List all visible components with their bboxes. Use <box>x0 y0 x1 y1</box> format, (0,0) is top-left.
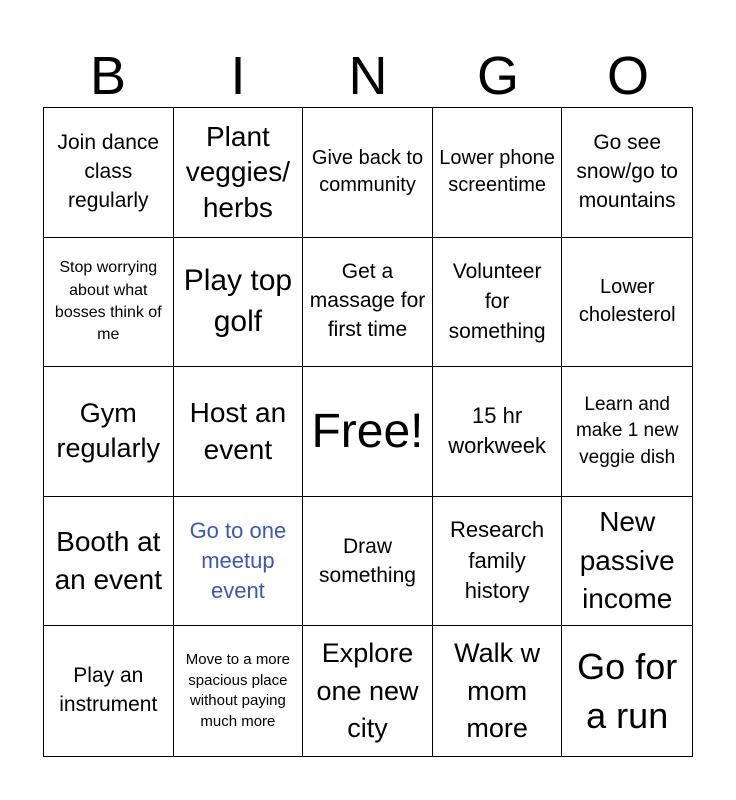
bingo-cell[interactable] <box>303 108 433 238</box>
bingo-cell-text: Lower cholesterol <box>578 276 676 326</box>
bingo-cell-text: Learn and make 1 new veggie dish <box>575 394 679 468</box>
bingo-cell[interactable] <box>433 238 563 368</box>
bingo-cell-text: Go see snow/go to mountains <box>576 130 678 212</box>
bingo-cell[interactable] <box>562 497 692 627</box>
bingo-cell-text: Stop worrying about what bosses think of me <box>54 259 162 344</box>
bingo-cell-text: Play top golf <box>183 264 293 338</box>
bingo-cell-text: Get a massage for first time <box>309 260 426 342</box>
bingo-cell-text: New passive income <box>579 506 675 615</box>
bingo-cell[interactable] <box>562 626 692 756</box>
bingo-cell[interactable] <box>44 238 174 368</box>
bingo-cell-text: Research family history <box>450 516 545 604</box>
bingo-cell[interactable] <box>44 626 174 756</box>
bingo-cell-text: Host an event <box>189 396 287 466</box>
bingo-cell-text: Move to a more spacious place without paying much more <box>185 650 290 730</box>
bingo-cell[interactable] <box>562 238 692 368</box>
bingo-cell-text: Go for a run <box>577 645 678 737</box>
bingo-cell[interactable] <box>303 497 433 627</box>
bingo-cell-text: Lower phone screentime <box>439 146 555 197</box>
header-letter-i: I <box>230 46 246 106</box>
free-space-text: Free! <box>311 404 424 458</box>
bingo-cell-text: Play an instrument <box>59 664 158 717</box>
bingo-cell[interactable] <box>562 108 692 238</box>
bingo-cell[interactable] <box>44 367 174 497</box>
free-space-cell[interactable] <box>303 367 433 497</box>
bingo-cell[interactable] <box>303 238 433 368</box>
bingo-cell[interactable] <box>433 497 563 627</box>
bingo-board <box>43 107 693 757</box>
bingo-cell[interactable] <box>433 367 563 497</box>
header-letter-g: G <box>476 46 519 106</box>
header-letter-n: N <box>348 46 388 106</box>
bingo-cell[interactable] <box>44 108 174 238</box>
bingo-cell-text: Go to one meetup event <box>189 517 287 604</box>
bingo-cell-text: Give back to community <box>311 146 424 197</box>
bingo-cell-text: Booth at an event <box>54 525 162 596</box>
bingo-cell-text: Explore one new city <box>316 638 419 743</box>
bingo-cell[interactable] <box>174 497 304 627</box>
bingo-cell[interactable] <box>303 626 433 756</box>
bingo-cell-text: 15 hr workweek <box>448 403 546 459</box>
header-letter-o: O <box>606 46 649 106</box>
bingo-cell[interactable] <box>174 238 304 368</box>
bingo-header <box>43 44 693 108</box>
bingo-cell-text: Draw something <box>319 534 416 588</box>
bingo-cell-text: Join dance class regularly <box>57 130 160 212</box>
bingo-cell-text: Gym regularly <box>56 398 161 464</box>
bingo-cell[interactable] <box>433 626 563 756</box>
bingo-cell[interactable] <box>174 626 304 756</box>
bingo-cell-text: Plant veggies/ herbs <box>185 120 291 224</box>
bingo-cell[interactable] <box>174 108 304 238</box>
header-letter-b: B <box>89 46 127 106</box>
bingo-cell-text: Walk w mom more <box>454 638 541 743</box>
bingo-cell-text: Volunteer for something <box>448 260 546 343</box>
bingo-cell[interactable] <box>44 497 174 627</box>
bingo-cell[interactable] <box>562 367 692 497</box>
bingo-cell[interactable] <box>174 367 304 497</box>
bingo-cell[interactable] <box>433 108 563 238</box>
